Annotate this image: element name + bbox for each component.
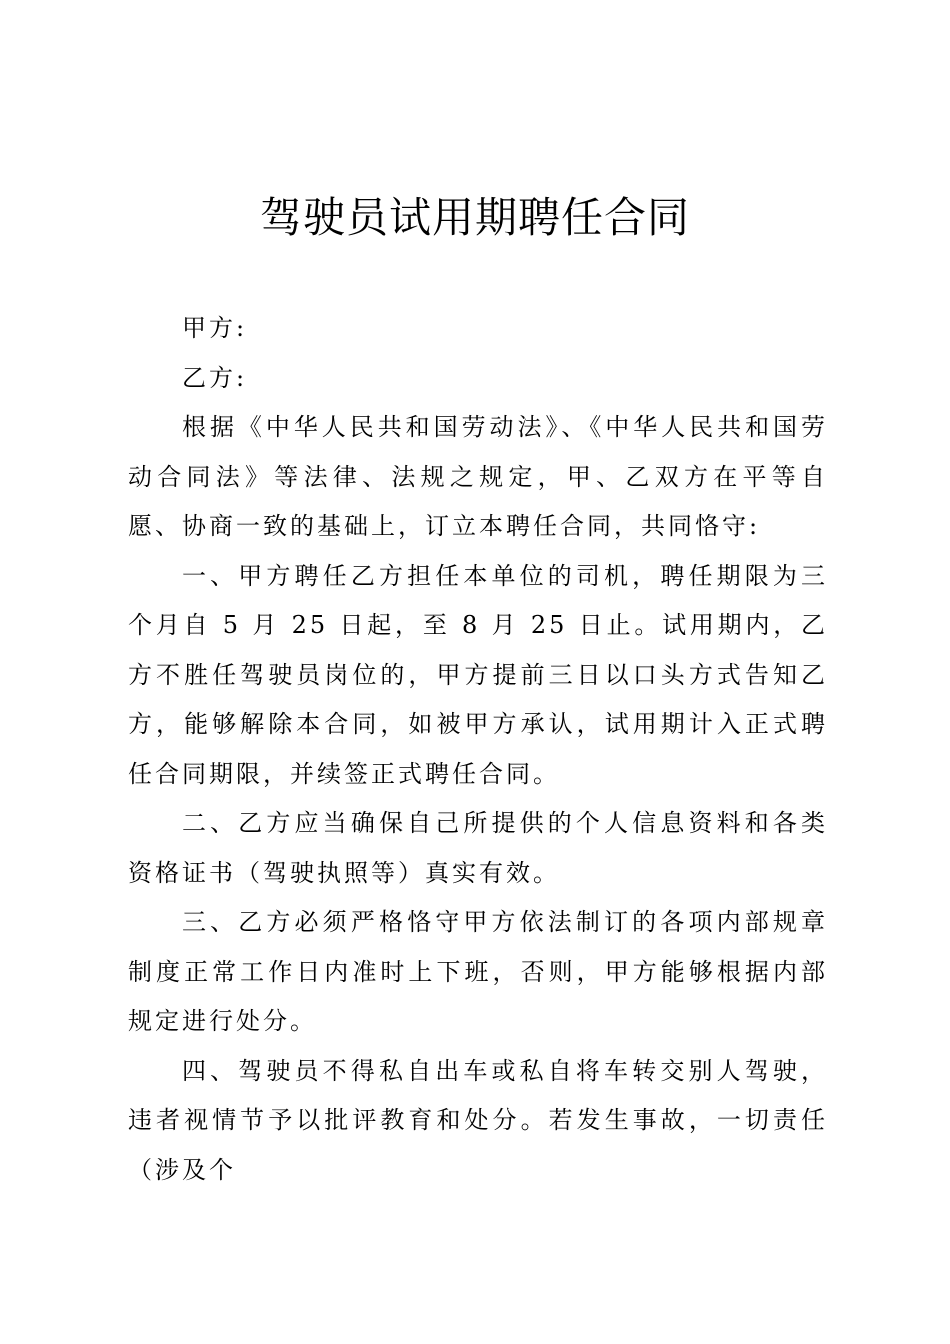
party-a-line: 甲方: [182, 314, 248, 342]
preamble-paragraph: 根据《中华人民共和国劳动法》、《中华人民共和国劳动合同法》等法律、法规之规定，甲、乙双方在平等自愿、协商一致的基础上，订立本聘任合同，共同恪守: [128, 413, 828, 540]
clause-4-paragraph: 四、驾驶员不得私自出车或私自将车转交别人驾驶，违者视情节予以批评教育和处分。若发生事故，一切责任（涉及个 [128, 1056, 828, 1184]
clause-2-paragraph: 二、乙方应当确保自己所提供的个人信息资料和各类资格证书（驾驶执照等）真实有效。 [128, 809, 828, 887]
clause-3-paragraph: 三、乙方必须严格恪守甲方依法制订的各项内部规章制度正常工作日内准时上下班，否则，甲方能够根据内部规定进行处分。 [128, 908, 828, 1035]
party-b-line: 乙方: [182, 363, 248, 392]
clause-1-paragraph: 一、甲方聘任乙方担任本单位的司机，聘任期限为三个月自 5 月 25 日起，至 8 月 25 日止。试用期内，乙方不胜任驾驶员岗位的，甲方提前三日以口头方式告知乙方，能够解除本合同，如被甲方承认，试用期计入正式聘任合同期限，并续签正式聘任合同。 [128, 561, 828, 788]
document-title: 驾驶员试用期聘任合同 [259, 193, 690, 242]
document-body [128, 304, 828, 1195]
